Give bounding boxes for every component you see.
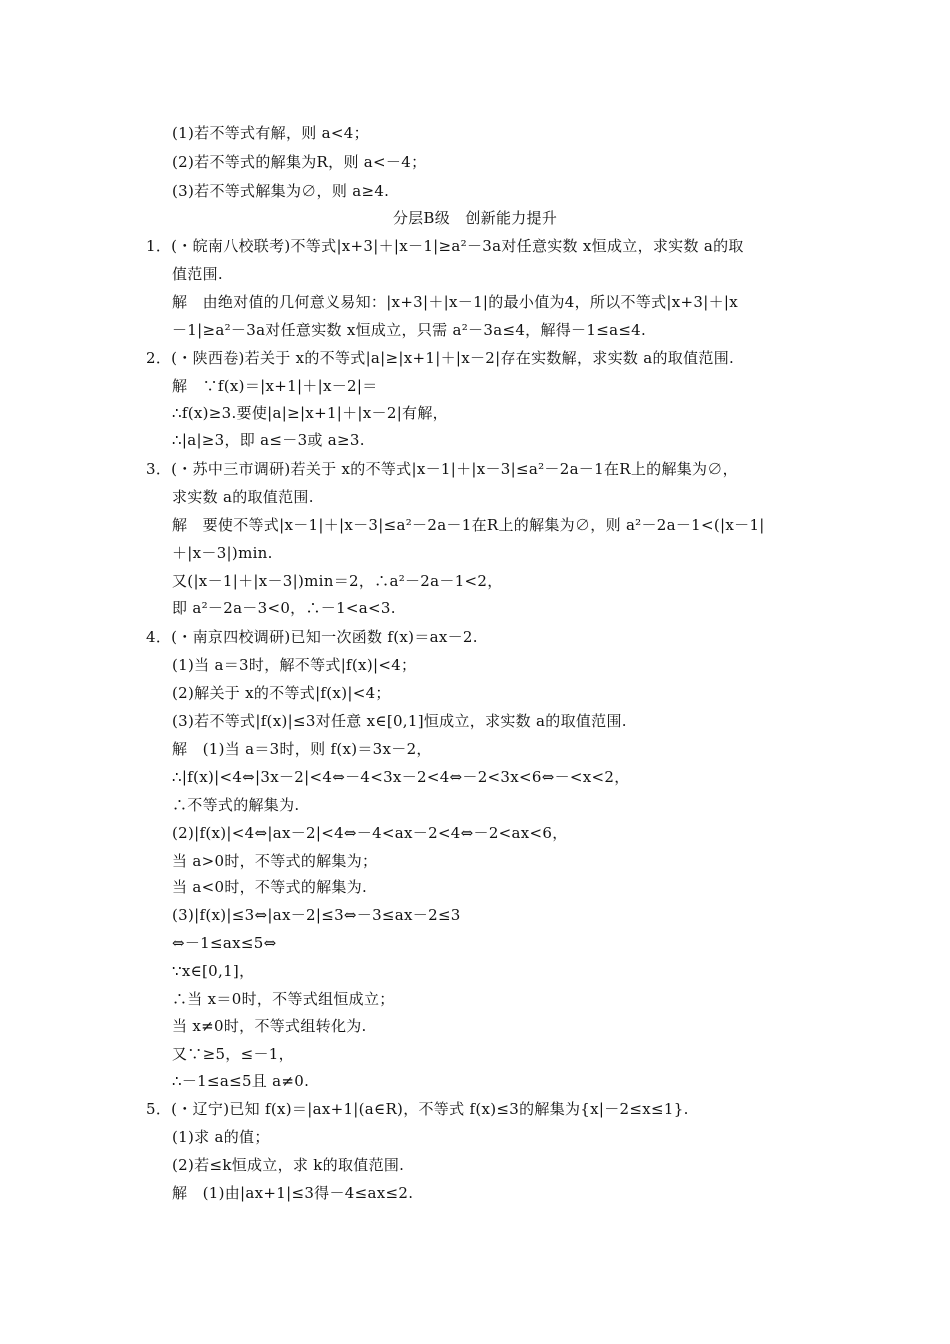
problem-3-question-line-2: 求实数 a的取值范围.	[172, 488, 314, 506]
problem-4-solution-line-1: 解 (1)当 a＝3时，则 f(x)＝3x－2，	[172, 740, 432, 758]
problem-4-solution-line-3: ∴不等式的解集为.	[172, 796, 300, 814]
problem-3-solution-line-4: 即 a²－2a－3<0，∴－1<a<3.	[172, 599, 396, 617]
problem-1-solution-line-2: －1|≥a²－3a对任意实数 x恒成立，只需 a²－3a≤4，解得－1≤a≤4.	[172, 321, 647, 339]
problem-4-solution-line-6: 当 a<0时，不等式的解集为.	[172, 878, 368, 896]
problem-4-solution-line-7: (3)|f(x)|≤3⇔|ax－2|≤3⇔－3≤ax－2≤3	[172, 906, 461, 924]
problem-4-solution-line-11: 当 x≠0时，不等式组转化为.	[172, 1017, 367, 1035]
problem-4-solution-line-12: 又∵≥5，≤－1，	[172, 1045, 294, 1063]
problem-4-solution-line-9: ∵x∈[0,1]，	[172, 962, 255, 980]
intro-line-3: (3)若不等式解集为∅，则 a≥4.	[172, 182, 390, 200]
problem-4-question-line-2: (1)当 a＝3时，解不等式|f(x)|<4；	[172, 656, 417, 674]
problem-5-solution-line-1: 解 (1)由|ax+1|≤3得－4≤ax≤2.	[172, 1184, 414, 1202]
problem-4-question-line-1: 4．(・南京四校调研)已知一次函数 f(x)＝ax－2.	[146, 628, 478, 646]
problem-2-question: 2．(・陕西卷)若关于 x的不等式|a|≥|x+1|＋|x－2|存在实数解，求实数 a的取值范围.	[146, 349, 735, 367]
problem-4-solution-line-2: ∴|f(x)|<4⇔|3x－2|<4⇔－4<3x－2<4⇔－2<3x<6⇔－<x<2，	[172, 768, 630, 786]
problem-4-question-line-3: (2)解关于 x的不等式|f(x)|<4；	[172, 684, 391, 702]
problem-5-question-line-3: (2)若≤k恒成立，求 k的取值范围.	[172, 1156, 405, 1174]
problem-4-solution-line-5: 当 a>0时，不等式的解集为；	[172, 852, 378, 870]
problem-1-question-line-1: 1．(・皖南八校联考)不等式|x+3|＋|x－1|≥a²－3a对任意实数 x恒成立，求实数 a的取	[146, 237, 744, 255]
problem-4-solution-line-10: ∴当 x＝0时，不等式组恒成立；	[172, 990, 395, 1008]
problem-5-question-line-1: 5．(・辽宁)已知 f(x)＝|ax+1|(a∈R)，不等式 f(x)≤3的解集为{x|－2≤x≤1}.	[146, 1100, 689, 1118]
intro-line-1: (1)若不等式有解，则 a<4；	[172, 124, 369, 142]
problem-2-solution-line-2: ∴f(x)≥3.要使|a|≥|x+1|＋|x－2|有解，	[172, 404, 448, 422]
intro-line-2: (2)若不等式的解集为R，则 a<－4；	[172, 153, 427, 171]
problem-3-solution-line-3: 又(|x－1|＋|x－3|)min＝2，∴a²－2a－1<2，	[172, 572, 503, 590]
problem-1-question-line-2: 值范围.	[172, 265, 223, 283]
problem-2-solution-line-1: 解 ∵f(x)＝|x+1|＋|x－2|＝	[172, 377, 378, 395]
problem-4-solution-line-4: (2)|f(x)|<4⇔|ax－2|<4⇔－4<ax－2<4⇔－2<ax<6，	[172, 824, 568, 842]
problem-3-solution-line-2: ＋|x－3|)min.	[172, 544, 273, 562]
problem-4-solution-line-8: ⇔－1≤ax≤5⇔	[172, 934, 277, 952]
problem-5-question-line-2: (1)求 a的值；	[172, 1128, 270, 1146]
problem-3-question-line-1: 3．(・苏中三市调研)若关于 x的不等式|x－1|＋|x－3|≤a²－2a－1在R上的解集为∅，	[146, 460, 738, 478]
problem-3-solution-line-1: 解 要使不等式|x－1|＋|x－3|≤a²－2a－1在R上的解集为∅，则 a²－2a－1<(|x－1|	[172, 516, 765, 534]
problem-1-solution-line-1: 解 由绝对值的几何意义易知：|x+3|＋|x－1|的最小值为4，所以不等式|x+3|＋|x	[172, 293, 739, 311]
problem-4-solution-line-13: ∴－1≤a≤5且 a≠0.	[172, 1072, 310, 1090]
section-heading: 分层B级 创新能力提升	[392, 209, 558, 227]
problem-4-question-line-4: (3)若不等式|f(x)|≤3对任意 x∈[0,1]恒成立，求实数 a的取值范围.	[172, 712, 627, 730]
problem-2-solution-line-3: ∴|a|≥3，即 a≤－3或 a≥3.	[172, 431, 365, 449]
